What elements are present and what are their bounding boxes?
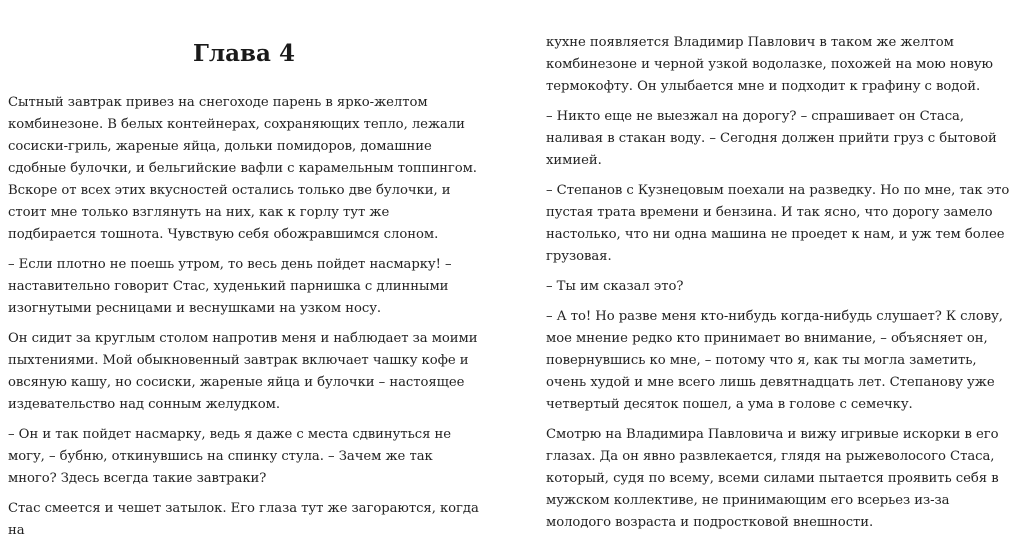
paragraph-right-3: – Степанов с Кузнецовым поехали на разведку. Но по мне, так это пустая трата времени и бензина. И так ясно, что дорогу замело настолько, что ни одна машина не проедет к нам, и уж тем более грузовая. [546, 183, 1010, 264]
paragraph-left-3: Он сидит за круглым столом напротив меня и наблюдает за моими пыхтениями. Мой обыкновенный завтрак включает чашку кофе и овсяную кашу, но сосиски, жареные яйца и булочки – настоящее издевательство над сонным желудком. [8, 331, 478, 412]
paragraph-left-1: Сытный завтрак привез на снегоходе парень в ярко-желтом комбинезоне. В белых контейнерах, сохраняющих тепло, лежали сосиски-гриль, жареные яйца, дольки помидоров, домашние сдобные булочки, и бельгийские вафли с карамельным топпингом. Вскоре от всех этих вкусностей остались только две булочки, и стоит мне только взглянуть на них, как к горлу тут же подбирается тошнота. Чувствую себя обожравшимся слоном. [8, 95, 477, 242]
left-page [8, 0, 480, 538]
paragraph-right-4: – Ты им сказал это? [546, 279, 684, 294]
paragraph-left-4: – Он и так пойдет насмарку, ведь я даже с места сдвинуться не могу, – бубню, откинувшись на спинку стула. – Зачем же так много? Здесь всегда такие завтраки? [8, 427, 451, 486]
paragraph-right-6: Смотрю на Владимира Павловича и вижу игривые искорки в его глазах. Да он явно развлекается, глядя на рыжеволосого Стаса, который, судя по всему, всеми силами пытается проявить себя в мужском коллективе, не принимающим его всерьез из-за молодого возраста и подростковой внешности. [546, 427, 999, 530]
paragraph-left-2: – Если плотно не поешь утром, то весь день пойдет насмарку! – наставительно говорит Стас, худенький парнишка с длинными изогнутыми ресницами и веснушками на узком носу. [8, 257, 452, 316]
paragraph-right-5: – А то! Но разве меня кто-нибудь когда-нибудь слушает? К слову, мое мнение редко кто принимает во внимание, – объясняет он, повернувшись ко мне, – потому что я, как ты могла заметить, очень худой и мне всего лишь девятнадцать лет. Степанову уже четвертый десяток пошел, а ума в голове с семечку. [546, 309, 1003, 412]
chapter-title: Глава 4 [193, 40, 295, 67]
paragraph-left-5: Стас смеется и чешет затылок. Его глаза тут же загораются, когда на [8, 501, 479, 538]
right-page [546, 0, 1010, 530]
paragraph-right-2: – Никто еще не выезжал на дорогу? – спрашивает он Стаса, наливая в стакан воду. – Сегодня должен прийти груз с бытовой химией. [546, 109, 997, 168]
paragraph-right-1: кухне появляется Владимир Павлович в таком же желтом комбинезоне и черной узкой водолазке, похожей на мою новую термокофту. Он улыбается мне и подходит к графину с водой. [546, 35, 993, 94]
